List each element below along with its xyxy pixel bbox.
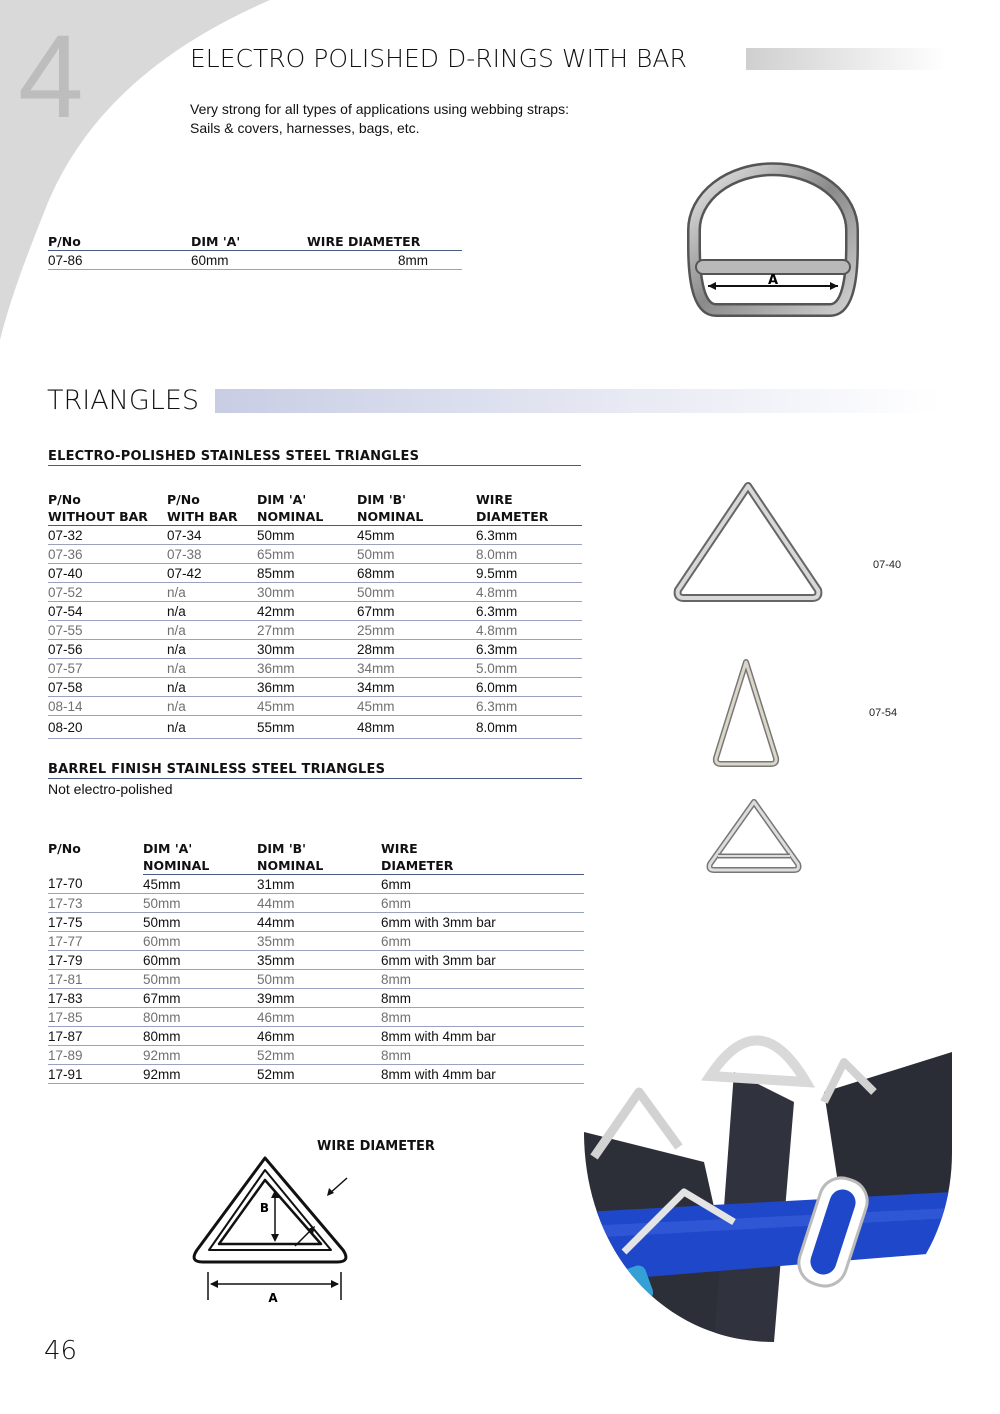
- table-cell: 8mm: [307, 251, 462, 270]
- table-cell: 44mm: [257, 894, 381, 913]
- table-cell: 35mm: [257, 951, 381, 970]
- table-cell: 36mm: [257, 678, 357, 697]
- table-cell: 6mm: [381, 932, 584, 951]
- table-cell: 44mm: [257, 913, 381, 932]
- table-cell: 68mm: [357, 564, 476, 583]
- electro-header-dimb: DIM 'B': [357, 492, 406, 507]
- table-cell: 42mm: [257, 602, 357, 621]
- table-row: [48, 1027, 584, 1046]
- drings-table: [48, 233, 462, 270]
- table-cell: 30mm: [257, 640, 357, 659]
- table-row: [48, 1046, 584, 1065]
- table-cell: 50mm: [257, 970, 381, 989]
- table-cell: 31mm: [257, 875, 381, 894]
- table-cell: 36mm: [257, 659, 357, 678]
- diagram-label-a: A: [268, 1291, 278, 1305]
- table-cell: 67mm: [357, 602, 476, 621]
- table-cell: 07-58: [48, 678, 167, 697]
- drings-description-line1: Very strong for all types of applications using webbing straps:: [190, 101, 569, 117]
- table-cell: 25mm: [357, 621, 476, 640]
- table-cell: 45mm: [357, 697, 476, 716]
- table-cell: 8mm with 4mm bar: [381, 1065, 584, 1084]
- electro-header-dima: DIM 'A': [257, 492, 307, 507]
- table-cell: 07-86: [48, 251, 191, 270]
- table-cell: 80mm: [143, 1008, 257, 1027]
- triangle-07-40-image: [668, 478, 828, 606]
- table-cell: 6mm with 3mm bar: [381, 951, 584, 970]
- electro-header-without-bar: WITHOUT BAR: [48, 508, 167, 526]
- table-cell: 07-56: [48, 640, 167, 659]
- table-row: [48, 1008, 584, 1027]
- table-cell: 8mm: [381, 1008, 584, 1027]
- table-row: [48, 526, 582, 545]
- table-cell: 8mm with 4mm bar: [381, 1027, 584, 1046]
- triangles-title-bar: [215, 389, 940, 413]
- table-row: [48, 716, 582, 739]
- table-cell: 50mm: [143, 894, 257, 913]
- electro-table: [48, 491, 582, 739]
- table-cell: 6.0mm: [476, 678, 582, 697]
- electro-header-pno1: P/No: [48, 492, 81, 507]
- barrel-table: [48, 840, 584, 1084]
- table-cell: 6.3mm: [476, 640, 582, 659]
- table-cell: 39mm: [257, 989, 381, 1008]
- barrel-header-nominal-a: NOMINAL: [143, 857, 257, 875]
- table-cell: 28mm: [357, 640, 476, 659]
- barrel-header-nominal-b: NOMINAL: [257, 857, 381, 875]
- chapter-number: 4: [18, 11, 84, 143]
- barrel-header-pno: P/No: [48, 841, 81, 856]
- table-cell: 07-57: [48, 659, 167, 678]
- electro-header-with-bar: WITH BAR: [167, 508, 257, 526]
- table-row: [48, 678, 582, 697]
- table-cell: 07-34: [167, 526, 257, 545]
- table-cell: 6.3mm: [476, 526, 582, 545]
- table-cell: 17-87: [48, 1027, 143, 1046]
- table-cell: 9.5mm: [476, 564, 582, 583]
- table-cell: 6mm: [381, 894, 584, 913]
- drings-header-dim-a: DIM 'A': [191, 233, 307, 251]
- table-cell: n/a: [167, 602, 257, 621]
- d-ring-image: [680, 160, 866, 320]
- table-cell: 8mm: [381, 1046, 584, 1065]
- table-row: [48, 602, 582, 621]
- table-cell: 17-83: [48, 989, 143, 1008]
- table-cell: 07-52: [48, 583, 167, 602]
- table-cell: 17-89: [48, 1046, 143, 1065]
- drings-description: [190, 100, 569, 138]
- caption-07-54: 07-54: [869, 707, 898, 719]
- table-cell: 07-55: [48, 621, 167, 640]
- table-cell: 45mm: [357, 526, 476, 545]
- table-row: [48, 913, 584, 932]
- table-cell: n/a: [167, 659, 257, 678]
- electro-header-nominal-a: NOMINAL: [257, 508, 357, 526]
- table-row: [48, 989, 584, 1008]
- table-cell: 92mm: [143, 1065, 257, 1084]
- table-cell: 80mm: [143, 1027, 257, 1046]
- table-cell: 08-14: [48, 697, 167, 716]
- table-cell: 48mm: [357, 716, 476, 739]
- table-cell: 17-70: [48, 875, 143, 894]
- barrel-header-dima: DIM 'A': [143, 841, 193, 856]
- table-cell: n/a: [167, 640, 257, 659]
- table-cell: 6.3mm: [476, 602, 582, 621]
- page-number: 46: [44, 1336, 78, 1366]
- table-cell: 08-20: [48, 716, 167, 739]
- electro-header-pno2: P/No: [167, 492, 200, 507]
- electro-header-wire: WIRE: [476, 492, 513, 507]
- table-cell: 8.0mm: [476, 545, 582, 564]
- drings-title-bar: [746, 48, 946, 70]
- table-cell: n/a: [167, 678, 257, 697]
- table-row: [48, 894, 584, 913]
- table-cell: 35mm: [257, 932, 381, 951]
- table-cell: 07-42: [167, 564, 257, 583]
- table-cell: 65mm: [257, 545, 357, 564]
- table-cell: 4.8mm: [476, 583, 582, 602]
- table-cell: 07-54: [48, 602, 167, 621]
- table-row: [48, 545, 582, 564]
- table-cell: n/a: [167, 697, 257, 716]
- table-cell: 07-32: [48, 526, 167, 545]
- table-cell: n/a: [167, 621, 257, 640]
- triangles-title: TRIANGLES: [47, 385, 200, 416]
- table-cell: 50mm: [357, 545, 476, 564]
- table-cell: n/a: [167, 716, 257, 739]
- d-ring-label-a: A: [767, 273, 779, 288]
- table-cell: 52mm: [257, 1065, 381, 1084]
- table-cell: 8.0mm: [476, 716, 582, 739]
- table-cell: 55mm: [257, 716, 357, 739]
- barrel-header-blank: [48, 857, 143, 875]
- table-cell: 85mm: [257, 564, 357, 583]
- electro-heading: ELECTRO-POLISHED STAINLESS STEEL TRIANGLES: [48, 449, 581, 466]
- table-row: [48, 697, 582, 716]
- table-cell: 6mm with 3mm bar: [381, 913, 584, 932]
- table-cell: 46mm: [257, 1027, 381, 1046]
- table-row: [48, 621, 582, 640]
- triangle-dimension-diagram: [185, 1150, 360, 1310]
- electro-header-nominal-b: NOMINAL: [357, 508, 476, 526]
- table-row: [48, 251, 462, 270]
- drings-header-wire: WIRE DIAMETER: [307, 233, 462, 251]
- table-row: [48, 875, 584, 894]
- table-cell: 8mm: [381, 989, 584, 1008]
- table-cell: 46mm: [257, 1008, 381, 1027]
- table-cell: 50mm: [143, 970, 257, 989]
- table-cell: 34mm: [357, 659, 476, 678]
- table-cell: 34mm: [357, 678, 476, 697]
- table-row: [48, 970, 584, 989]
- table-row: [48, 583, 582, 602]
- table-cell: 17-91: [48, 1065, 143, 1084]
- table-cell: 50mm: [143, 913, 257, 932]
- table-cell: 6mm: [381, 875, 584, 894]
- table-cell: 17-77: [48, 932, 143, 951]
- triangle-07-54-image: [710, 656, 782, 770]
- table-cell: 07-40: [48, 564, 167, 583]
- table-row: [48, 659, 582, 678]
- barrel-heading: BARREL FINISH STAINLESS STEEL TRIANGLES: [48, 762, 582, 779]
- table-cell: 30mm: [257, 583, 357, 602]
- electro-header-diameter: DIAMETER: [476, 508, 582, 526]
- table-row: [48, 951, 584, 970]
- barrel-header-dimb: DIM 'B': [257, 841, 306, 856]
- drings-description-line2: Sails & covers, harnesses, bags, etc.: [190, 120, 420, 136]
- table-row: [48, 1065, 584, 1084]
- table-cell: 17-75: [48, 913, 143, 932]
- table-cell: 5.0mm: [476, 659, 582, 678]
- table-cell: 07-38: [167, 545, 257, 564]
- drings-header-pno: P/No: [48, 233, 191, 251]
- table-cell: 07-36: [48, 545, 167, 564]
- table-cell: 60mm: [191, 251, 307, 270]
- caption-07-40: 07-40: [873, 559, 902, 571]
- table-cell: 92mm: [143, 1046, 257, 1065]
- table-cell: 17-85: [48, 1008, 143, 1027]
- barrel-subheading: Not electro-polished: [48, 781, 173, 797]
- table-cell: 27mm: [257, 621, 357, 640]
- barrel-header-diameter: DIAMETER: [381, 857, 584, 875]
- table-cell: 60mm: [143, 932, 257, 951]
- table-cell: 45mm: [257, 697, 357, 716]
- table-cell: 6.3mm: [476, 697, 582, 716]
- table-cell: 17-79: [48, 951, 143, 970]
- table-cell: 50mm: [357, 583, 476, 602]
- table-cell: 17-73: [48, 894, 143, 913]
- table-cell: 4.8mm: [476, 621, 582, 640]
- table-cell: n/a: [167, 583, 257, 602]
- table-cell: 52mm: [257, 1046, 381, 1065]
- table-cell: 50mm: [257, 526, 357, 545]
- table-cell: 67mm: [143, 989, 257, 1008]
- table-row: [48, 640, 582, 659]
- diagram-wire-diameter-label: WIRE DIAMETER: [317, 1139, 435, 1154]
- table-cell: 17-81: [48, 970, 143, 989]
- triangle-with-bar-image: [704, 796, 804, 876]
- harness-photo: [584, 1012, 952, 1342]
- table-row: [48, 564, 582, 583]
- table-cell: 8mm: [381, 970, 584, 989]
- table-cell: 60mm: [143, 951, 257, 970]
- table-cell: 45mm: [143, 875, 257, 894]
- barrel-header-wire: WIRE: [381, 841, 418, 856]
- table-row: [48, 932, 584, 951]
- drings-title: ELECTRO POLISHED D-RINGS WITH BAR: [190, 44, 687, 73]
- diagram-label-b: B: [259, 1201, 269, 1215]
